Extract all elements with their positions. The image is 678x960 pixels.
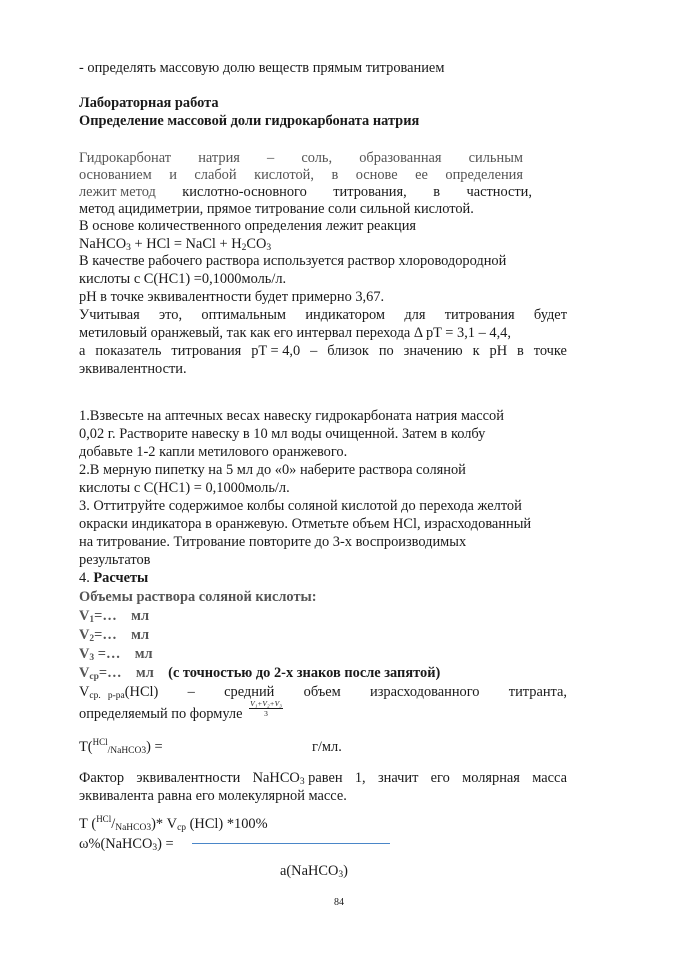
fraction-bar bbox=[192, 843, 390, 844]
step3-line1: 3. Оттитруйте содержимое колбы соляной кислотой до перехода желтой bbox=[79, 498, 522, 514]
volume-vcp: $V_{ср}=\dots$ мл (с точностью до 2-х знаков после запятой) bbox=[79, 665, 441, 682]
theory-para5-line2: метиловый оранжевый, так как его интервал перехода Δ pT = 3,1 – 4,4, bbox=[79, 325, 511, 341]
lab-title: Определение массовой доли гидрокарбоната натрия bbox=[79, 113, 420, 129]
volume-v1: $V_1=\dots$ мл bbox=[79, 608, 150, 625]
theory-para1-line1: Гидрокарбонат натрия – соль, образованная сильным bbox=[79, 150, 523, 166]
theory-para5-line1: Учитывая это, оптимальным индикатором для титрования будет bbox=[79, 307, 567, 323]
page-number: 84 bbox=[334, 897, 344, 908]
reaction-equation: NaHCO$_3$ + HCl = NaCl + $H_2CO_3$ bbox=[79, 236, 272, 253]
fraction-numerator: V₁+V₂+V₃ bbox=[250, 699, 282, 709]
step4-heading bbox=[79, 570, 148, 587]
step4-label: Расчеты bbox=[93, 570, 149, 586]
vdef-line2: определяемый по формуле $\frac{\text{V₁+V₂+V₃}}{3}$ bbox=[79, 699, 282, 722]
omega-left: ω%(NaHCO$_3$) = bbox=[79, 836, 174, 853]
theory-para2: В основе количественного определения лежит реакция bbox=[79, 218, 417, 234]
step2-line1: 2.В мерную пипетку на 5 мл до «0» наберите раствора соляной bbox=[79, 462, 466, 478]
titer-line: Т($^{HCl}_{/NaHCO3}$) = bbox=[79, 737, 163, 756]
intro-line: - определять массовую долю веществ прямым титрованием bbox=[79, 60, 445, 76]
step4-number: 4. bbox=[79, 570, 94, 586]
step3-line3: на титрование. Титрование повторите до 3-х воспроизводимых bbox=[79, 534, 467, 550]
step1-line2: 0,02 г. Растворите навеску в 10 мл воды очищенной. Затем в колбу bbox=[79, 426, 486, 442]
theory-para5-line3: а показатель титрования pT = 4,0 – близок по значению к рН в точке bbox=[79, 343, 567, 359]
step3-line4: результатов bbox=[79, 552, 151, 568]
theory-para1-line3: лежит метод кислотно-основного титрования, в частности, bbox=[79, 184, 532, 200]
lab-heading: Лабораторная работа bbox=[79, 95, 219, 111]
factor-line1: Фактор эквивалентности NaHCO$_3$ равен 1, значит его молярная масса bbox=[79, 770, 567, 787]
theory-para3-line2: кислоты с С(НС1) =0,1000моль/л. bbox=[79, 271, 287, 287]
mean-volume-fraction bbox=[249, 699, 283, 718]
titer-unit: г/мл. bbox=[312, 739, 342, 755]
theory-para1-line4: метод ацидиметрии, прямое титрование соли сильной кислотой. bbox=[79, 201, 474, 217]
omega-numerator: Т $(^{HCl}/_{NaHCO3})*$ $V_{ср}$ (HCl) *100% bbox=[79, 814, 268, 833]
theory-para1-line2: основанием и слабой кислотой, в основе ее определения bbox=[79, 167, 523, 183]
volumes-title: Объемы раствора соляной кислоты: bbox=[79, 589, 317, 605]
step1-line1: 1.Взвесьте на аптечных весах навеску гидрокарбоната натрия массой bbox=[79, 408, 504, 424]
volume-v3: $V_3$ =… мл bbox=[79, 646, 153, 663]
theory-para4: рН в точке эквивалентности будет примерно 3,67. bbox=[79, 289, 385, 305]
theory-para3-line1: В качестве рабочего раствора используется раствор хлороводородной bbox=[79, 253, 507, 269]
step2-line2: кислоты с С(НС1) = 0,1000моль/л. bbox=[79, 480, 290, 496]
omega-denominator: a(NaHCO$_3$) bbox=[280, 863, 348, 880]
volume-v2: $V_2=\dots$ мл bbox=[79, 627, 150, 644]
step3-line2: окраски индикатора в оранжевую. Отметьте объем HCl, израсходованный bbox=[79, 516, 532, 532]
theory-para5-line4: эквивалентности. bbox=[79, 361, 187, 377]
vcp-note: (с точностью до 2-х знаков после запятой) bbox=[168, 665, 441, 681]
fraction-denominator: 3 bbox=[264, 709, 268, 719]
vdef-line1: $V_{ср. р-ра}(HCl)$ – средний объем израсходованного титранта, bbox=[79, 684, 567, 701]
factor-line2: эквивалента равна его молекулярной массе. bbox=[79, 788, 347, 804]
step1-line3: добавьте 1-2 капли метилового оранжевого. bbox=[79, 444, 348, 460]
